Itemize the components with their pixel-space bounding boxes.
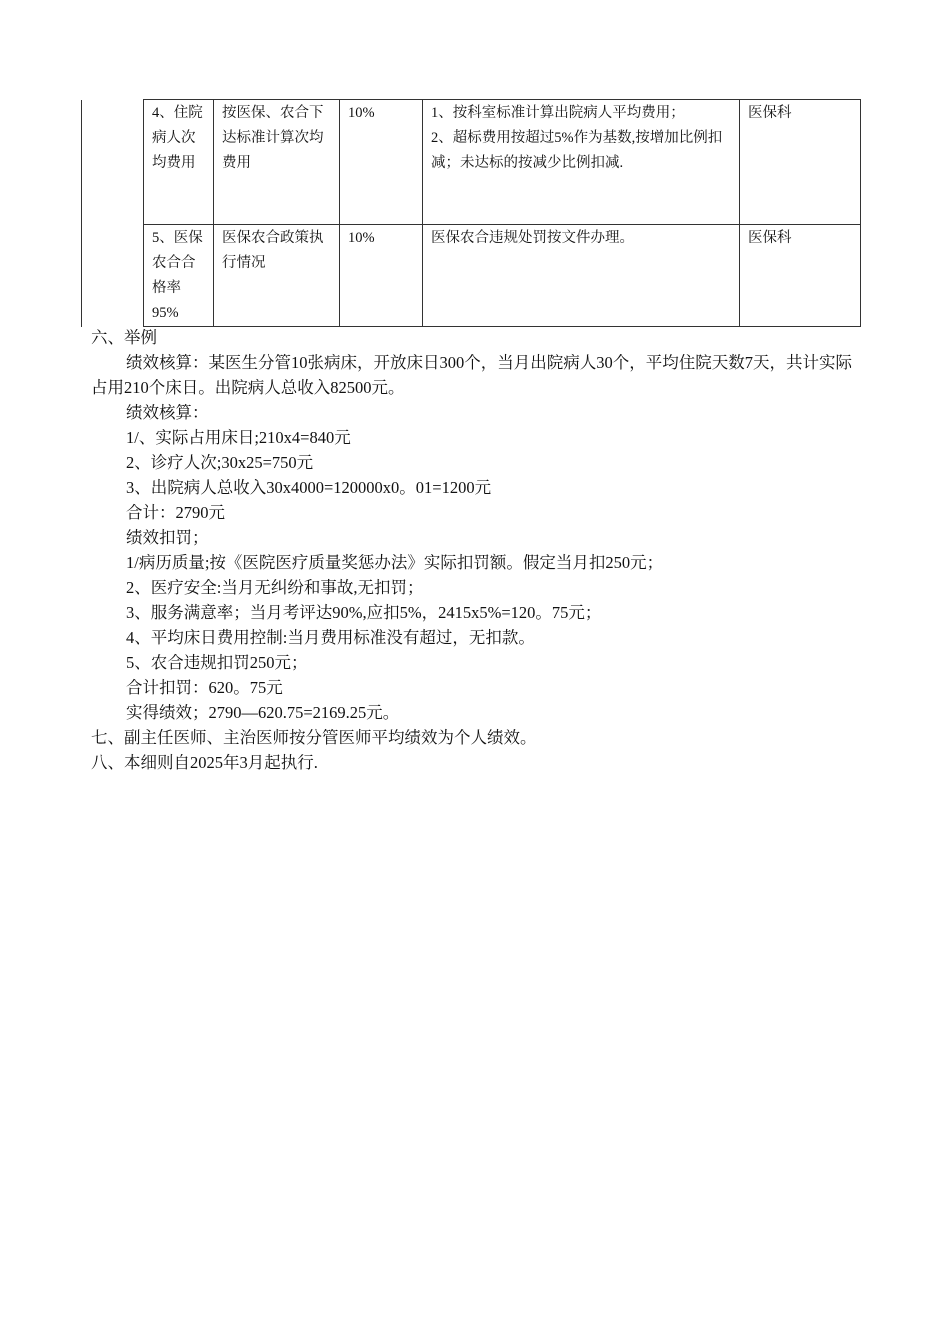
calc-heading: 绩效核算： xyxy=(126,403,209,422)
item-cell: 4、住院病人次均费用 xyxy=(144,100,214,225)
table-row xyxy=(82,100,861,225)
method-line: 1、按科室标准计算出院病人平均费用； xyxy=(431,105,685,121)
performance-table xyxy=(81,99,861,327)
calc-line: 1/、实际占用床日;210x4=840元 xyxy=(126,428,351,447)
deduct-line: 1/病历质量;按《医院医疗质量奖惩办法》实际扣罚额。假定当月扣250元； xyxy=(126,553,664,572)
item-cell: 5、医保农合合格率95% xyxy=(144,225,214,327)
table-row xyxy=(82,225,861,327)
standard-cell: 医保农合政策执行情况 xyxy=(214,225,340,327)
net-performance: 实得绩效；2790—620.75=2169.25元。 xyxy=(126,703,400,722)
deduct-line: 5、农合违规扣罚250元； xyxy=(126,653,308,672)
method-line: 医保农合违规处罚按文件办理。 xyxy=(431,230,634,246)
deduct-heading: 绩效扣罚； xyxy=(126,528,209,547)
calc-line: 2、诊疗人次;30x25=750元 xyxy=(126,453,314,472)
standard-cell: 按医保、农合下达标准计算次均费用 xyxy=(214,100,340,225)
department-cell: 医保科 xyxy=(740,225,861,327)
deduct-line: 3、服务满意率；当月考评达90%,应扣5%，2415x5%=120。75元； xyxy=(126,603,602,622)
section-eight: 八、本细则自2025年3月起执行. xyxy=(91,753,318,772)
example-paragraph: 绩效核算：某医生分管10张病床，开放床日300个，当月出院病人30个，平均住院天数7天，共计实际占用210个床日。出院病人总收入82500元。 xyxy=(91,353,852,397)
weight-cell: 10% xyxy=(340,225,423,327)
calc-total: 合计：2790元 xyxy=(126,503,225,522)
merged-category-cell xyxy=(82,100,144,327)
method-cell xyxy=(423,225,740,327)
deduct-line: 2、医疗安全:当月无纠纷和事故,无扣罚； xyxy=(126,578,424,597)
deduct-line: 4、平均床日费用控制:当月费用标准没有超过，无扣款。 xyxy=(126,628,535,647)
weight-cell: 10% xyxy=(340,100,423,225)
department-cell: 医保科 xyxy=(740,100,861,225)
body-text xyxy=(91,325,861,775)
section-heading-six: 六、举例 xyxy=(91,328,157,347)
section-seven: 七、副主任医师、主治医师按分管医师平均绩效为个人绩效。 xyxy=(91,728,537,747)
method-cell xyxy=(423,100,740,225)
deduct-total: 合计扣罚：620。75元 xyxy=(126,678,283,697)
method-line: 2、超标费用按超过5%作为基数,按增加比例扣减；未达标的按减少比例扣减. xyxy=(431,130,723,171)
calc-line: 3、出院病人总收入30x4000=120000x0。01=1200元 xyxy=(126,478,492,497)
